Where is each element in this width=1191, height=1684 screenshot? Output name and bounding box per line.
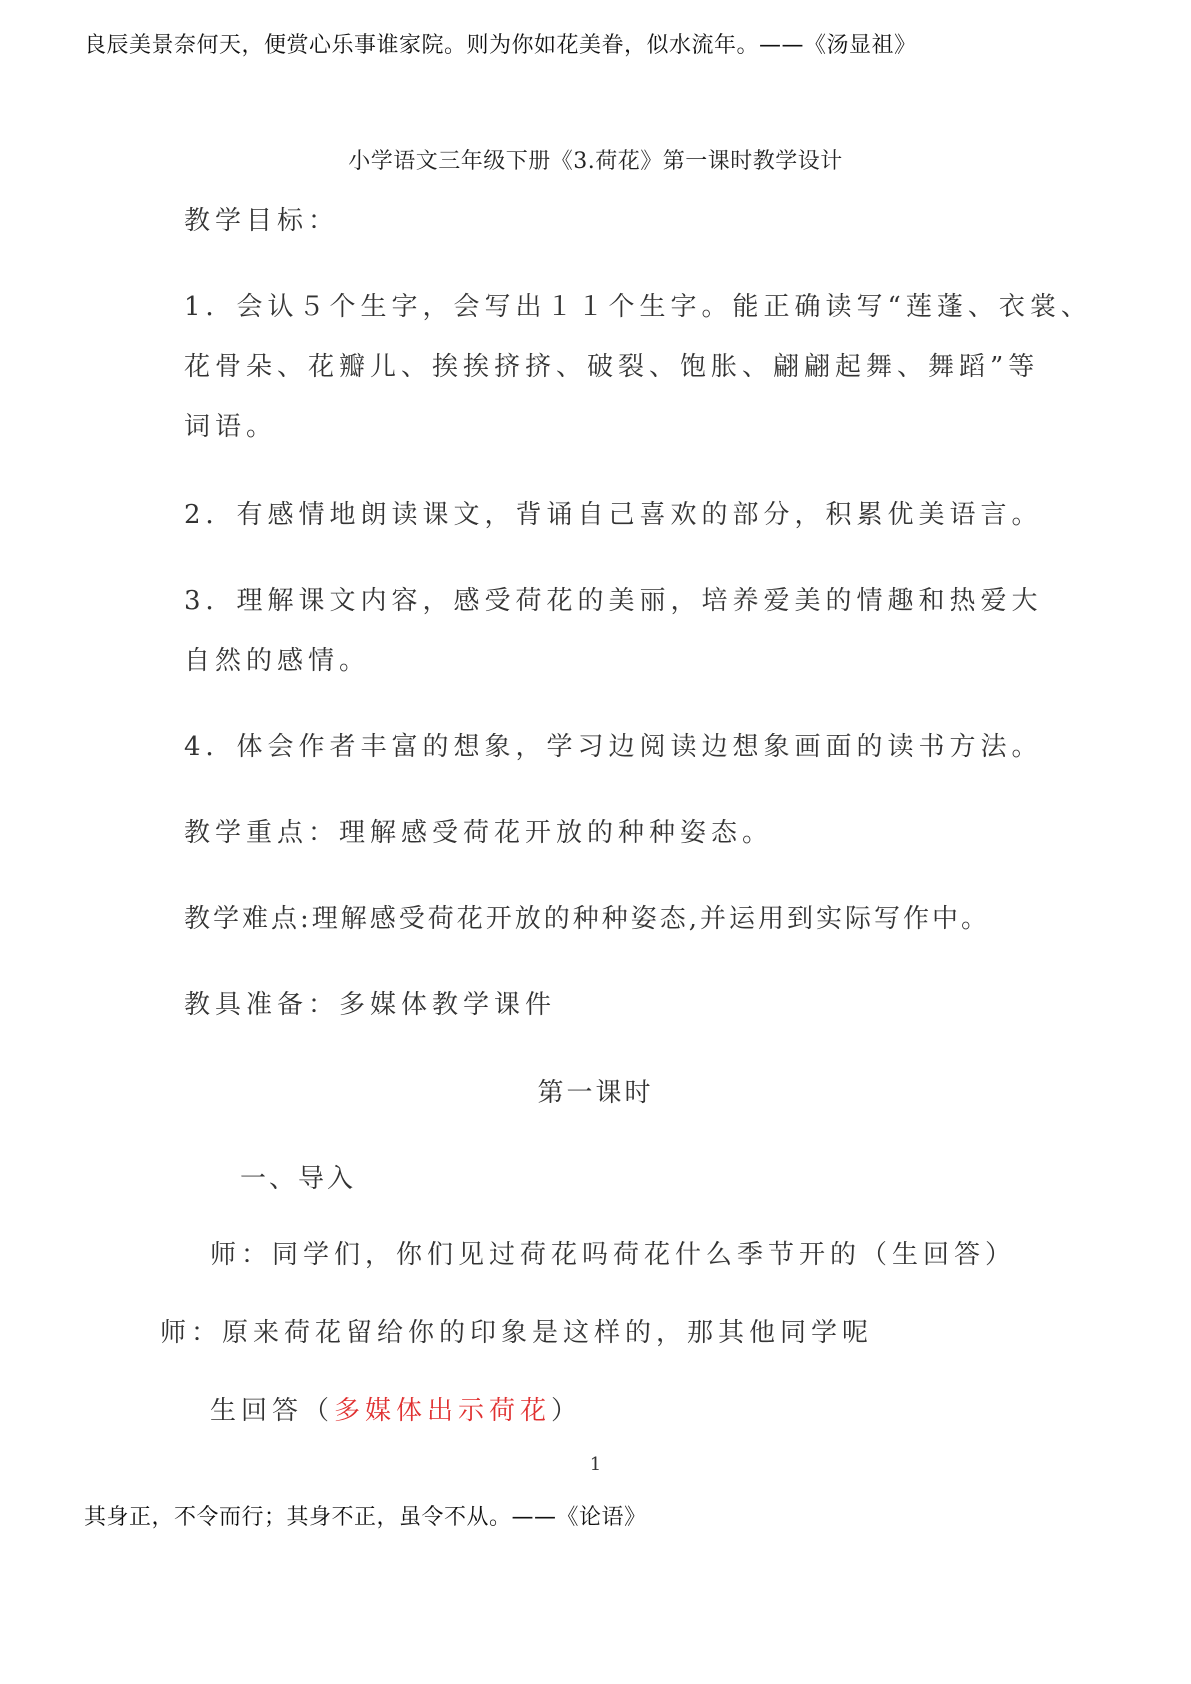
multimedia-note: 多媒体出示荷花 [334,1396,552,1426]
header-quote: 良辰美景奈何天，便赏心乐事谁家院。则为你如花美眷，似水流年。——《汤显祖》 [84,33,917,58]
materials: 教具准备：多媒体教学课件 [184,990,557,1020]
key-point: 教学重点：理解感受荷花开放的种种姿态。 [184,818,774,848]
objective-line-5: 3．理解课文内容，感受荷花的美丽，培养爱美的情趣和热爱大 [184,586,1043,616]
lesson-title: 第一课时 [537,1078,654,1108]
document-title: 小学语文三年级下册《3.荷花》第一课时教学设计 [348,149,843,174]
objective-line-2: 花骨朵、花瓣儿、挨挨挤挤、破裂、饱胀、翩翩起舞、舞蹈”等 [184,352,1040,382]
objective-line-3: 词语。 [184,412,278,442]
objective-line-7: 4．体会作者丰富的想象，学习边阅读边想象画面的读书方法。 [184,732,1043,762]
dialogue-line-1: 师：同学们，你们见过荷花吗荷花什么季节开的（生回答） [210,1240,1017,1270]
difficulty: 教学难点:理解感受荷花开放的种种姿态,并运用到实际写作中。 [184,904,991,934]
objectives-heading: 教学目标： [184,206,340,236]
objective-line-4: 2．有感情地朗读课文，背诵自己喜欢的部分，积累优美语言。 [184,500,1043,530]
section-heading: 一、导入 [240,1164,357,1194]
dialogue-line-3-prefix: 生回答（ [210,1396,335,1426]
dialogue-line-2: 师：原来荷花留给你的印象是这样的，那其他同学呢 [160,1318,874,1348]
footer-quote: 其身正，不令而行；其身不正，虽令不从。——《论语》 [84,1505,647,1530]
page-number: 1 [589,1454,602,1475]
dialogue-line-3 [210,1390,582,1427]
objective-line-6: 自然的感情。 [184,646,371,676]
dialogue-line-3-suffix: ） [551,1396,583,1426]
objective-line-1: 1．会认５个生字，会写出１１个生字。能正确读写“莲蓬、衣裳、 [184,292,1092,322]
